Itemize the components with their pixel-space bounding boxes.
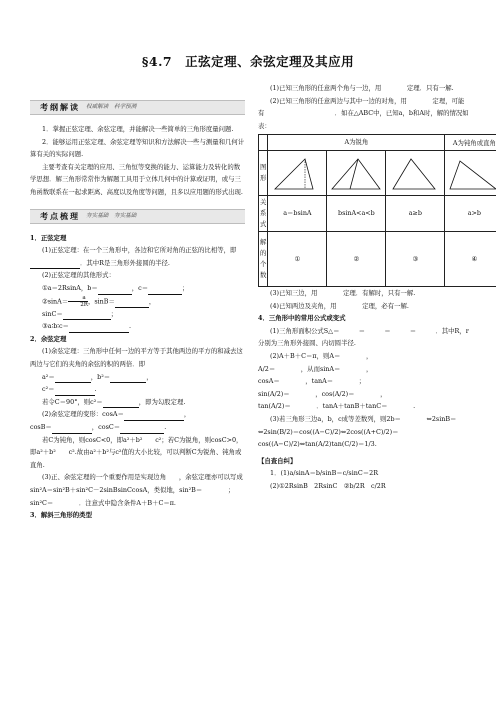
blank xyxy=(69,324,129,333)
sine-law-form-2b: sinC＝ ； xyxy=(30,308,245,321)
blank xyxy=(55,374,91,383)
relation-cell: a≥b xyxy=(386,195,445,231)
text: ，b²＝ xyxy=(90,372,111,381)
blank xyxy=(124,412,184,421)
goal-1: 1．掌握正弦定理、余弦定理，并能解决一些简单的三角形度量问题. xyxy=(42,125,234,133)
case-three-sides: (3)已知三边，用 定理．有解时，只有一解. xyxy=(270,288,416,297)
blank xyxy=(98,286,132,295)
conversion-note: (3)正、余弦定理的一个重要作用是实现边角 ，余弦定理亦可以写成sin²A＝sin²B＋sin²C－2sinBsinCcosA，类似地，sin²B＝ ；sin²C＝ ．注意式中隐含条件A＋B＋C＝π. xyxy=(30,473,243,507)
text: ①a＝2RsinA，b＝ xyxy=(42,283,98,292)
blank xyxy=(120,425,164,434)
blank xyxy=(52,425,92,434)
angle-sum-2: A/2＝ ，从而sinA＝ ， xyxy=(258,364,373,373)
formulas-heading: 4．三角形中的常用公式或变式 xyxy=(258,314,346,323)
table-cell xyxy=(259,135,268,151)
sine-law-form-1: ①a＝2RsinA，b＝ ，c＝ ； xyxy=(30,282,245,295)
text: a²＝ xyxy=(42,372,55,381)
triangle-figure xyxy=(387,153,443,193)
table-row xyxy=(259,150,496,195)
angle-sum-3: cosA＝ ，tanA＝ ； xyxy=(258,377,366,386)
sine-law-statement xyxy=(30,244,245,269)
cosine-law-form-1: a²＝ ，b²＝ ， xyxy=(30,371,245,384)
case-included-angle: (4)已知两边及夹角，用 定理，必有一解. xyxy=(270,301,409,310)
text: ，c＝ xyxy=(131,283,149,292)
blank xyxy=(55,387,95,396)
text: (1)正弦定理：在一个三角形中，各边和它所对角的正弦的比相等，即 xyxy=(42,246,237,255)
table-row xyxy=(259,195,496,231)
blank xyxy=(148,286,182,295)
self-check-heading: 【自查自纠】 xyxy=(258,456,297,465)
cosine-law-form-2: c²＝ . xyxy=(30,383,245,396)
blank xyxy=(103,399,139,408)
triangle-figure xyxy=(269,153,325,193)
count-cell: ③ xyxy=(386,231,445,286)
banner-subtitle: 权威解读 科学预测 xyxy=(86,104,137,111)
banner-subtitle: 夯实基础 夯实基础 xyxy=(86,212,137,219)
angle-sum-5: tan(A/2)＝ ．tanA＋tanB＋tanC＝ . xyxy=(258,402,416,411)
triangle-figure xyxy=(446,153,496,193)
count-cell: ④ xyxy=(445,231,496,286)
text: ③a∶b∶c＝ xyxy=(42,322,69,331)
header-obtuse: A为钝角或直角 xyxy=(445,135,496,151)
text: ②sinA＝ xyxy=(42,297,69,306)
text: (2)余弦定理的变形：cosA＝ xyxy=(42,410,124,419)
text: 若令C＝90°，则c²＝ xyxy=(42,397,103,406)
sine-law-forms: (2)正弦定理的其他形式： xyxy=(42,271,115,280)
row-label-relation: 关系式 xyxy=(259,195,268,231)
text: cosB＝ xyxy=(30,422,52,431)
case-two-angles: (1)已知三角形的任意两个角与一边，用 定理．只有一解. xyxy=(270,84,454,92)
sine-law-form-2: ②sinA＝ $\frac{a}{2R}$ ，sinB＝ ， xyxy=(42,294,156,308)
angle-type-note: 若C为钝角，则cosC<0，即a²＋b² c²；若C为锐角，则cosC>0，即a²＋b² c².故由a²＋b²与c²值的大小比较，可以判断C为锐角、钝角或直角. xyxy=(30,435,243,469)
count-cell: ① xyxy=(268,231,327,286)
text: ．其中R是三角形外接圆的半径. xyxy=(80,258,170,267)
count-cell: ② xyxy=(327,231,386,286)
right-column xyxy=(258,82,496,492)
table-row xyxy=(259,231,496,286)
angle-sum-4: sin(A/2)＝ ，cos(A/2)＝ ， xyxy=(258,389,387,398)
cosine-law-heading: 2．余弦定理 xyxy=(30,334,67,343)
area-formula: (1)三角形面积公式S△＝ ＝ ＝ ＝ ．其中R，r分别为三角形外接圆、内切圆半径. xyxy=(258,326,469,348)
blank xyxy=(115,299,149,308)
blank xyxy=(63,311,111,320)
triangle-figure xyxy=(328,153,384,193)
sine-law-form-3: ③a∶b∶c＝ . xyxy=(30,320,245,333)
angle-sum-1: (2)A＋B＋C＝π，则A＝ ， xyxy=(270,351,373,360)
table-row xyxy=(259,135,496,151)
answer-1: 1．(1)a/sinA＝b/sinB＝c/sinC＝2R xyxy=(270,469,379,478)
blank xyxy=(30,260,80,269)
sine-law-heading: 1．正弦定理 xyxy=(30,233,67,242)
arithmetic-sides: (3)若三角形三边a，b，c成等差数列，则2b＝ ⇔2sinB＝ ⇔2sin(B/2)＝cos((A−C)/2)⇔2cos((A+C)/2)＝cos((A−C)/2)⇔tan(A/2)tan(C/2)＝1/3. xyxy=(258,414,483,449)
left-column xyxy=(30,86,245,522)
row-label-figure: 图形 xyxy=(259,150,268,195)
banner-title: 考纲解读 xyxy=(40,102,80,113)
case-two-sides: (2)已知三角形的任意两边与其中一边的对角，用 定理，可能有 ．如在△ABC中，已知a，b和A时，解的情况如表： xyxy=(258,96,469,130)
section-banner-syllabus xyxy=(30,100,245,115)
text: sinC＝ xyxy=(42,309,63,318)
fraction xyxy=(68,295,88,308)
goal-2: 2．能够运用正弦定理、余弦定理等知识和方法解决一些与测量和几何计算有关的实际问题. xyxy=(30,137,245,159)
header-acute: A为锐角 xyxy=(268,135,445,151)
answer-2: (2)①2RsinB 2RsinC ②b/2R c/2R xyxy=(270,481,386,490)
text: ，sinB＝ xyxy=(87,297,115,306)
relation-cell: a＝bsinA xyxy=(268,195,327,231)
denominator: 2R xyxy=(80,301,88,308)
goal-3: 主要考查有关定理的应用、三角恒等变换的能力、运算能力及转化的数学思想．解三角形常常作为解题工具用于立体几何中的计算或证明，或与三角函数联系在一起求距离、高度以及角度等问题，且多以应用题的形式出现. xyxy=(30,162,243,196)
triangle-types-heading: 3．解斜三角形的类型 xyxy=(30,511,92,520)
pythagoras-note xyxy=(30,396,245,409)
figure-cell xyxy=(327,150,386,195)
relation-cell: bsinA<a<b xyxy=(327,195,386,231)
cosine-law-variant: (2)余弦定理的变形：cosA＝ ， xyxy=(30,408,245,421)
solution-table xyxy=(258,134,496,287)
figure-cell xyxy=(386,150,445,195)
figure-cell xyxy=(268,150,327,195)
figure-cell xyxy=(445,150,496,195)
numerator: a xyxy=(68,295,88,302)
cosine-law-statement: (1)余弦定理：三角形中任何一边的平方等于其他两边的平方的和减去这两边与它们的夹角的余弦的积的两倍．即 xyxy=(30,347,243,368)
cosine-law-variant-b: cosB＝ ，cosC＝ . xyxy=(30,421,245,434)
text: ，cosC＝ xyxy=(91,422,121,431)
text: c²＝ xyxy=(42,385,55,394)
banner-title: 考点梳理 xyxy=(40,210,80,221)
text: ，即为勾股定理. xyxy=(138,397,186,406)
page-title: §4.7 正弦定理、余弦定理及其应用 xyxy=(141,54,355,69)
blank xyxy=(110,374,146,383)
row-label-count: 解的个数 xyxy=(259,231,268,286)
relation-cell: a>b xyxy=(445,195,496,231)
section-banner-review xyxy=(30,209,245,224)
